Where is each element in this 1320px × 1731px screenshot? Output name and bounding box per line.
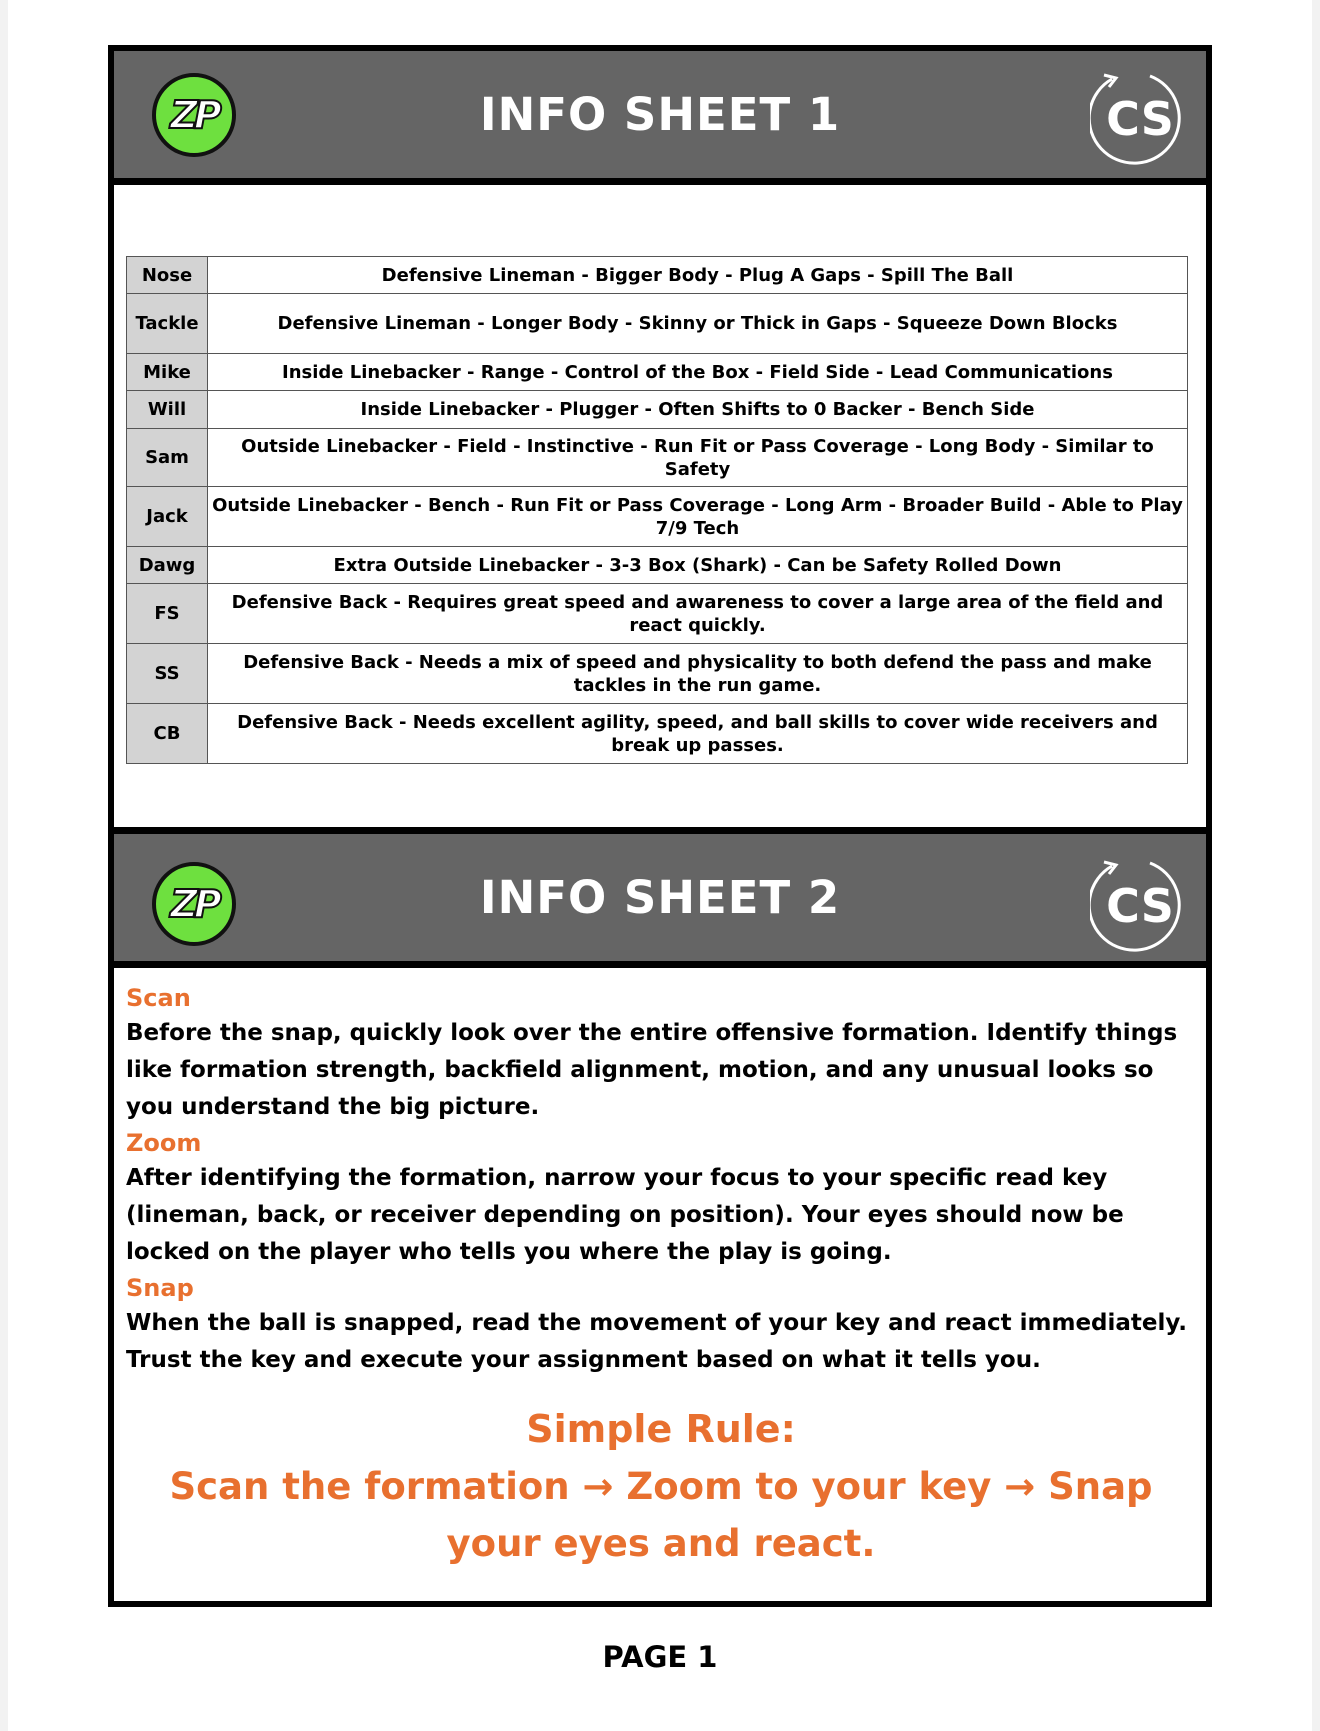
cs-logo-text: CS [1106,92,1174,146]
position-cell: CB [127,704,208,764]
cs-logo [1090,69,1190,169]
page-number: PAGE 1 [602,1640,718,1674]
table-row [127,391,1188,429]
description-cell: Defensive Back - Needs excellent agility, speed, and ball skills to cover wide receivers and break up passes. [208,704,1188,764]
section-text: Before the snap, quickly look over the entire offensive formation. Identify things like formation strength, backfield alignment, motion, and any unusual looks so you understand the big picture. [126,1020,1178,1120]
simple-rule [126,1401,1196,1572]
position-cell: Mike [127,354,208,391]
right-margin [1312,0,1320,1731]
position-cell: Tackle [127,294,208,354]
left-margin [0,0,8,1731]
position-cell: FS [127,584,208,644]
section-term: Zoom [126,1129,202,1157]
table-row [127,644,1188,704]
simple-rule-text: Scan the formation → Zoom to your key → Snap your eyes and react. [169,1465,1153,1565]
info-sheet-frame [108,45,1212,1607]
table-row [127,584,1188,644]
position-cell: Will [127,391,208,429]
description-cell: Defensive Lineman - Longer Body - Skinny or Thick in Gaps - Squeeze Down Blocks [208,294,1188,354]
section-term: Snap [126,1274,194,1302]
section-text: When the ball is snapped, read the movement of your key and react immediately. Trust the key and execute your assignment based on what it tells you. [126,1310,1188,1373]
info-sheet-2-title: INFO SHEET 2 [479,871,841,924]
table-row [127,429,1188,487]
table-row [127,547,1188,584]
table-row [127,487,1188,547]
section-zoom [126,1126,1196,1271]
info-sheet-1-header [114,51,1206,185]
section-scan [126,981,1196,1126]
position-cell: Jack [127,487,208,547]
description-cell: Defensive Back - Requires great speed and awareness to cover a large area of the field and react quickly. [208,584,1188,644]
positions-table [126,256,1188,764]
section-term: Scan [126,984,191,1012]
zp-logo: ZP [152,73,236,157]
table-row [127,704,1188,764]
table-row [127,257,1188,294]
cs-logo-text: CS [1106,879,1174,933]
info-sheet-2-header [114,827,1206,968]
position-cell: Nose [127,257,208,294]
cs-logo [1090,856,1190,956]
description-cell: Extra Outside Linebacker - 3-3 Box (Shark) - Can be Safety Rolled Down [208,547,1188,584]
simple-rule-title: Simple Rule: [526,1407,796,1451]
info-sheet-1-title: INFO SHEET 1 [479,88,841,141]
info-sheet-2-content [126,981,1196,1572]
position-cell: SS [127,644,208,704]
description-cell: Defensive Lineman - Bigger Body - Plug A Gaps - Spill The Ball [208,257,1188,294]
description-cell: Outside Linebacker - Field - Instinctive - Run Fit or Pass Coverage - Long Body - Similar to Safety [208,429,1188,487]
position-cell: Sam [127,429,208,487]
position-cell: Dawg [127,547,208,584]
description-cell: Inside Linebacker - Range - Control of the Box - Field Side - Lead Communications [208,354,1188,391]
zp-logo: ZP [152,862,236,946]
table-row [127,354,1188,391]
section-snap [126,1271,1196,1379]
description-cell: Outside Linebacker - Bench - Run Fit or Pass Coverage - Long Arm - Broader Build - Able to Play 7/9 Tech [208,487,1188,547]
description-cell: Defensive Back - Needs a mix of speed and physicality to both defend the pass and make tackles in the run game. [208,644,1188,704]
description-cell: Inside Linebacker - Plugger - Often Shifts to 0 Backer - Bench Side [208,391,1188,429]
table-row [127,294,1188,354]
section-text: After identifying the formation, narrow your focus to your specific read key (lineman, back, or receiver depending on position). Your eyes should now be locked on the player who tells you where the play is going. [126,1165,1124,1265]
